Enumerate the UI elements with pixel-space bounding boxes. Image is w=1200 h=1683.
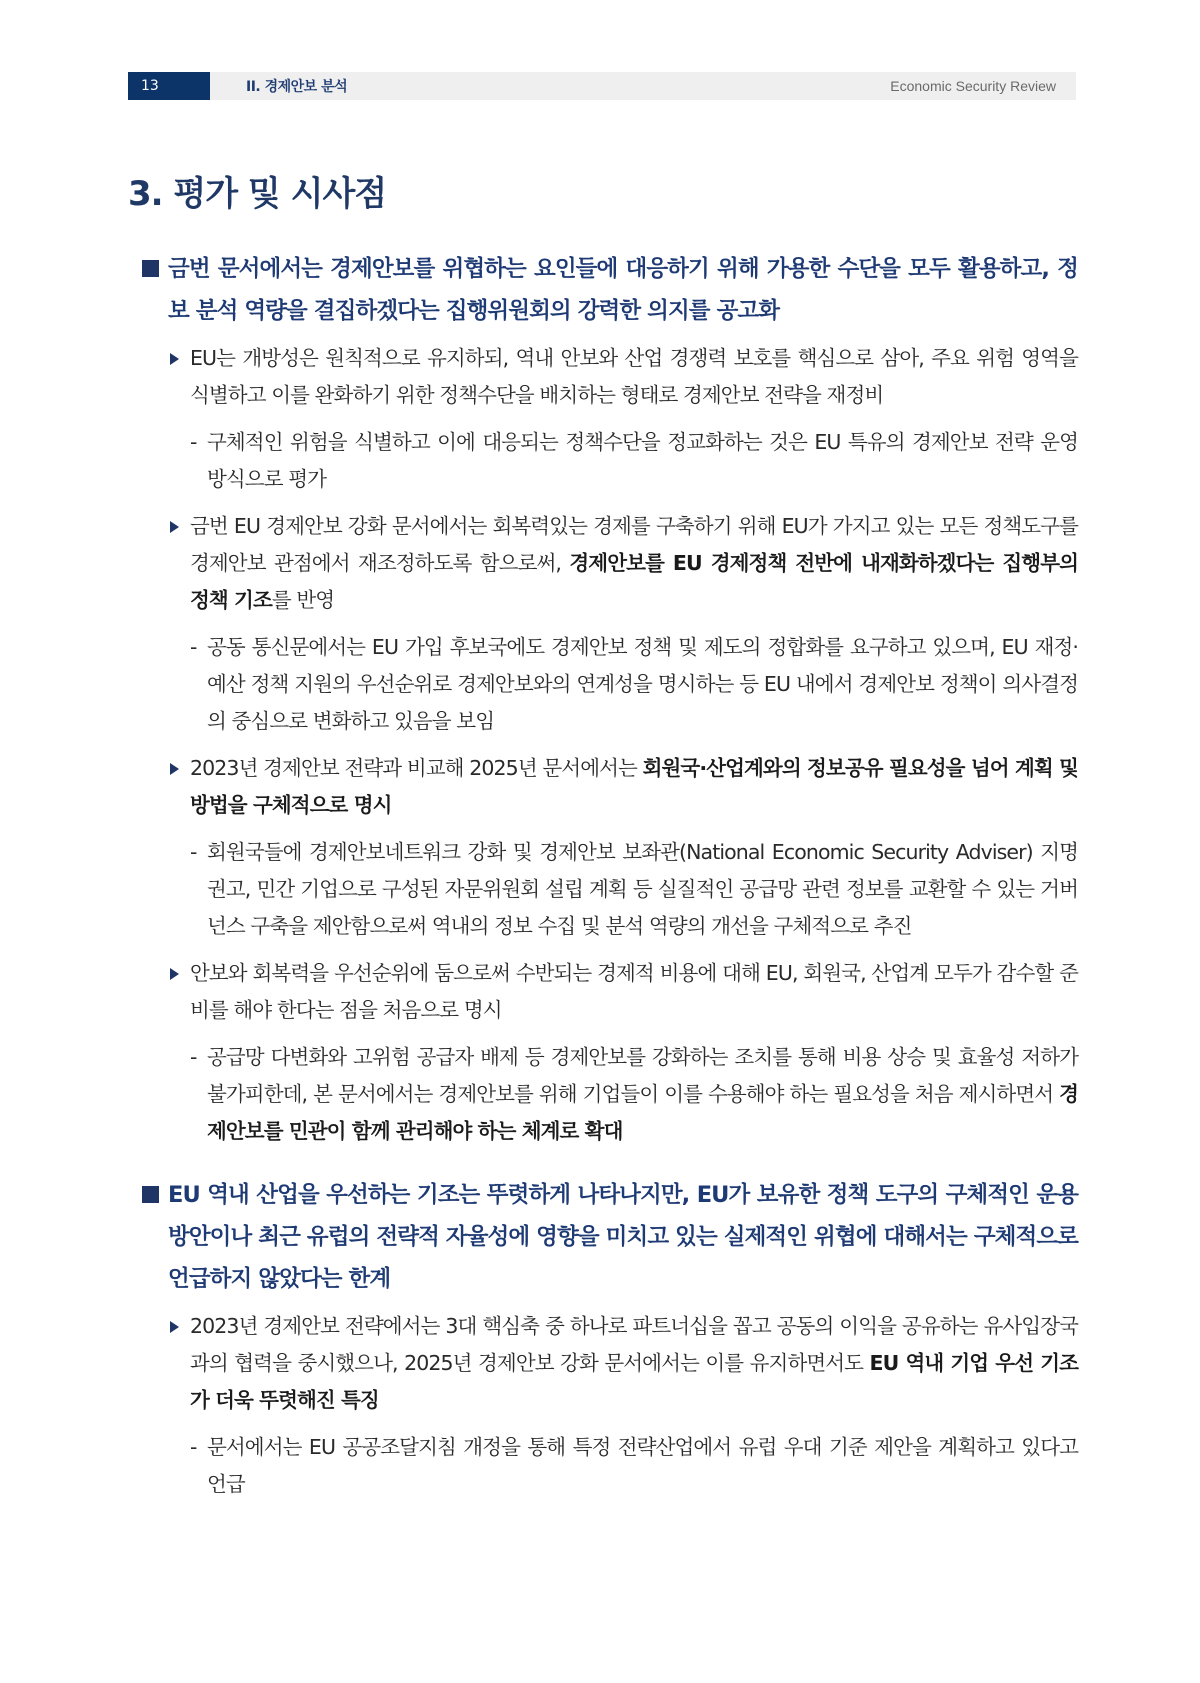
- dash-bullet: -: [190, 430, 197, 454]
- point-item: 2023년 경제안보 전략과 비교해 2025년 문서에서는 회원국·산업계와의 정보공유 필요성을 넘어 계획 및 방법을 구체적으로 명시: [128, 750, 1078, 824]
- triangle-bullet-icon: [170, 353, 179, 365]
- dash-bullet: -: [190, 635, 197, 659]
- point-item: 금번 EU 경제안보 강화 문서에서는 회복력있는 경제를 구축하기 위해 EU가 가지고 있는 모든 정책도구를 경제안보 관점에서 재조정하도록 함으로써, 경제안보를 EU 경제정책 전반에 내재화하겠다는 집행부의 정책 기조를 반영: [128, 508, 1078, 619]
- page-number: 13: [128, 72, 210, 100]
- journal-name: Economic Security Review: [890, 78, 1056, 94]
- emphasis-text: EU 역내 기업 우선 기조가 더욱 뚜렷해진 특징: [190, 1351, 1078, 1412]
- chapter-title: II. 경제안보 분석: [246, 79, 348, 95]
- emphasis-text: 경제안보를 민관이 함께 관리해야 하는 체계로 확대: [207, 1082, 1078, 1143]
- point-item: 2023년 경제안보 전략에서는 3대 핵심축 중 하나로 파트너십을 꼽고 공동의 이익을 공유하는 유사입장국과의 협력을 중시했으나, 2025년 경제안보 강화 문서에서는 이를 유지하면서도 EU 역내 기업 우선 기조가 더욱 뚜렷해진 특징: [128, 1308, 1078, 1419]
- sub-point-item: - 구체적인 위험을 식별하고 이에 대응되는 정책수단을 정교화하는 것은 EU 특유의 경제안보 전략 운영 방식으로 평가: [128, 424, 1078, 498]
- point-item: 안보와 회복력을 우선순위에 둠으로써 수반되는 경제적 비용에 대해 EU, 회원국, 산업계 모두가 감수할 준비를 해야 한다는 점을 처음으로 명시: [128, 955, 1078, 1029]
- square-bullet-icon: [142, 1186, 159, 1203]
- sub-point-item: - 공동 통신문에서는 EU 가입 후보국에도 경제안보 정책 및 제도의 정합화를 요구하고 있으며, EU 재정·예산 정책 지원의 우선순위로 경제안보와의 연계성을 명시하는 등 EU 내에서 경제안보 정책이 의사결정의 중심으로 변화하고 있음을 보임: [128, 629, 1078, 740]
- spacer: [128, 1160, 1078, 1174]
- emphasis-text: 경제안보를 EU 경제정책 전반에 내재화하겠다는 집행부의 정책 기조: [190, 551, 1078, 612]
- triangle-bullet-icon: [170, 968, 179, 980]
- triangle-bullet-icon: [170, 521, 179, 533]
- emphasis-text: 회원국·산업계와의 정보공유 필요성을 넘어 계획 및 방법을 구체적으로 명시: [190, 756, 1078, 817]
- key-finding-heading: EU 역내 산업을 우선하는 기조는 뚜렷하게 나타나지만, EU가 보유한 정책 도구의 구체적인 운용 방안이나 최근 유럽의 전략적 자율성에 영향을 미치고 있는 실제적인 위협에 대해서는 구체적으로 언급하지 않았다는 한계: [128, 1174, 1078, 1300]
- running-header: [128, 72, 1076, 100]
- dash-bullet: -: [190, 840, 197, 864]
- key-finding-heading: 금번 문서에서는 경제안보를 위협하는 요인들에 대응하기 위해 가용한 수단을 모두 활용하고, 정보 분석 역량을 결집하겠다는 집행위원회의 강력한 의지를 공고화: [128, 248, 1078, 332]
- dash-bullet: -: [190, 1435, 197, 1459]
- sub-point-item: - 회원국들에 경제안보네트워크 강화 및 경제안보 보좌관(National Economic Security Adviser) 지명 권고, 민간 기업으로 구성된 자문위원회 설립 계획 등 실질적인 공급망 관련 정보를 교환할 수 있는 거버넌스 구축을 제안함으로써 역내의 정보 수집 및 분석 역량의 개선을 구체적으로 추진: [128, 834, 1078, 945]
- square-bullet-icon: [142, 260, 159, 277]
- sub-point-item: - 공급망 다변화와 고위험 공급자 배제 등 경제안보를 강화하는 조치를 통해 비용 상승 및 효율성 저하가 불가피한데, 본 문서에서는 경제안보를 위해 기업들이 이를 수용해야 하는 필요성을 처음 제시하면서 경제안보를 민관이 함께 관리해야 하는 체계로 확대: [128, 1039, 1078, 1150]
- document-body: [128, 248, 1078, 1513]
- triangle-bullet-icon: [170, 763, 179, 775]
- point-item: EU는 개방성은 원칙적으로 유지하되, 역내 안보와 산업 경쟁력 보호를 핵심으로 삼아, 주요 위험 영역을 식별하고 이를 완화하기 위한 정책수단을 배치하는 형태로 경제안보 전략을 재정비: [128, 340, 1078, 414]
- sub-point-item: - 문서에서는 EU 공공조달지침 개정을 통해 특정 전략산업에서 유럽 우대 기준 제안을 계획하고 있다고 언급: [128, 1429, 1078, 1503]
- section-title: 3. 평가 및 시사점: [128, 174, 387, 214]
- triangle-bullet-icon: [170, 1321, 179, 1333]
- dash-bullet: -: [190, 1045, 197, 1069]
